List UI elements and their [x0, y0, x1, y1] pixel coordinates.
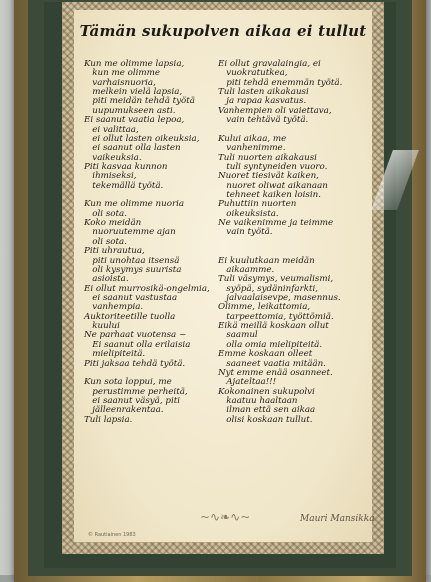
poem-line: vain työtä.	[218, 227, 273, 238]
poem-line: ei saanut vastustaa	[84, 292, 178, 303]
poem-line: kuului	[84, 321, 120, 332]
poem-line: tuli syntyneiden vuoro.	[218, 161, 328, 172]
poem-line: ei valittaa,	[84, 124, 139, 135]
poem-line: Ajateltaa!!!	[218, 377, 277, 388]
poem-line: tehneet kaiken loisin.	[218, 190, 322, 201]
author-signature: Mauri Mansikka	[300, 514, 375, 524]
poem-line: Tuli lasten aikakausi	[218, 87, 309, 98]
poem-line: oli sota.	[84, 208, 127, 219]
poem-line: Emme koskaan olleet	[218, 349, 313, 360]
poem-line: Ei ollut murrosikä-ongelmia,	[84, 283, 210, 294]
poem-line: asioista.	[84, 274, 129, 285]
poem-line: Kun me olimme lapsia,	[84, 59, 185, 69]
poem-line: piti meidän tehdä työtä	[84, 96, 195, 107]
poem-line: varhaisnuoria,	[84, 77, 156, 88]
poem-line: perustimme perheitä,	[84, 386, 188, 397]
poem-line: Ne vaikenimme ja teimme	[218, 218, 334, 229]
poem-line: piti unohtaa itsensä	[84, 255, 180, 266]
poem-line: Kului aikaa, me	[218, 133, 287, 144]
poem-line: vain tehtävä työtä.	[218, 115, 309, 126]
poem-line: Ne parhaat vuotensa ~	[84, 330, 187, 341]
poem-line: olisi koskaan tullut.	[218, 414, 313, 425]
poem-line: ei saanut väsyä, piti	[84, 395, 180, 406]
poem-line: Kun me olimme nuoria	[84, 199, 185, 210]
poem-line: ilman että sen aikaa	[218, 405, 316, 416]
poem-line: Piti kasvaa kunnon	[84, 161, 168, 172]
ornament-flourish: ~∿❧∿~	[200, 510, 251, 524]
copyright-note: © Rautiainen 1983	[88, 532, 136, 538]
poem-line: Kokonainen sukupolvi	[218, 386, 315, 397]
poem-line: ei ollut lasten oikeuksia,	[84, 133, 200, 144]
poem-line: vanhenimme.	[218, 143, 286, 154]
poem-line: uupumukseen asti.	[84, 105, 176, 116]
poem-line: mielipiteitä.	[84, 349, 146, 360]
poem-line: Nyt emme enää osanneet.	[218, 367, 333, 378]
poem-line: ja rapaa kasvatus.	[218, 96, 307, 107]
poem-line: nuoret oliwat aikanaan	[218, 180, 328, 191]
poem-line: Piti uhrautua,	[84, 246, 145, 257]
poem-line: oli kysymys suurista	[84, 264, 182, 275]
poem-line: tekemällä työtä.	[84, 180, 164, 191]
poem-left-column	[84, 60, 224, 425]
poem-line: Tuli väsymys, veumalismi,	[218, 274, 334, 285]
poem-line: kun me olimme	[84, 68, 161, 79]
poem-line: Ei ollut gravalaingia, ei	[218, 59, 321, 69]
poem-line	[218, 238, 368, 247]
poem-line: oli sota.	[84, 236, 127, 247]
poem-line: saaneet vaatia mitään.	[218, 358, 326, 369]
poem-line: Ei kuulutkaan meidän	[218, 255, 315, 266]
poem-line: Auktoriteetille tuolla	[84, 311, 176, 322]
poem-line: ihmiseksi,	[84, 171, 137, 182]
poem-line: oikeuksista.	[218, 208, 279, 219]
poem-line: Ei saanut vaatia lepoa,	[84, 115, 185, 126]
poem-line: Olimme, leikattomia,	[218, 302, 311, 313]
poem-line: melkein vielä lapsia,	[84, 87, 183, 98]
poem-line: jälleenrakentaa.	[84, 405, 164, 416]
poem-line: vuokratutkea,	[218, 68, 288, 79]
poem-right-column	[218, 60, 368, 425]
poem-line: tarpeettomia, työttömiä.	[218, 311, 334, 322]
poem-line: syöpä, sydäninfarkti,	[218, 283, 319, 294]
poem-line: kaatuu haaltaan	[218, 395, 298, 406]
poem-line: Piti jaksaa tehdä työtä.	[84, 358, 186, 369]
poem-line: olla omia mielipiteitä.	[218, 339, 323, 350]
poem-title: Tämän sukupolven aikaa ei tullut	[79, 22, 367, 40]
poem-line: Ei saanut olla erilaisia	[84, 339, 191, 350]
poem-line: Vanhempien oli vaiettava,	[218, 105, 332, 116]
poem-line: piti tehdä enemmän työtä.	[218, 77, 343, 88]
poem-line: vanhempia.	[84, 302, 144, 313]
poem-line: Kun sota loppui, me	[84, 377, 172, 388]
poem-line: vaikeuksia.	[84, 152, 142, 163]
poem-line: jalvaalaisevpe, masennus.	[218, 292, 341, 303]
poem-line: Eikä meillä koskaan ollut	[218, 321, 329, 332]
poem-line: Nuoret tiesivät kaiken,	[218, 171, 319, 182]
poem-line: Tuli lapsia.	[84, 414, 133, 425]
poem-line: nuoruutemme ajan	[84, 227, 176, 238]
poem-line: Tuli nuorten aikakausi	[218, 152, 317, 163]
poem-line: ei saanut olla lasten	[84, 143, 181, 154]
poem-line: Koko meidän	[84, 218, 142, 229]
poem-line: Puhuttiin nuorten	[218, 199, 297, 210]
poem-line: saamul	[218, 330, 258, 341]
poem-line: aikaamme.	[218, 264, 275, 275]
